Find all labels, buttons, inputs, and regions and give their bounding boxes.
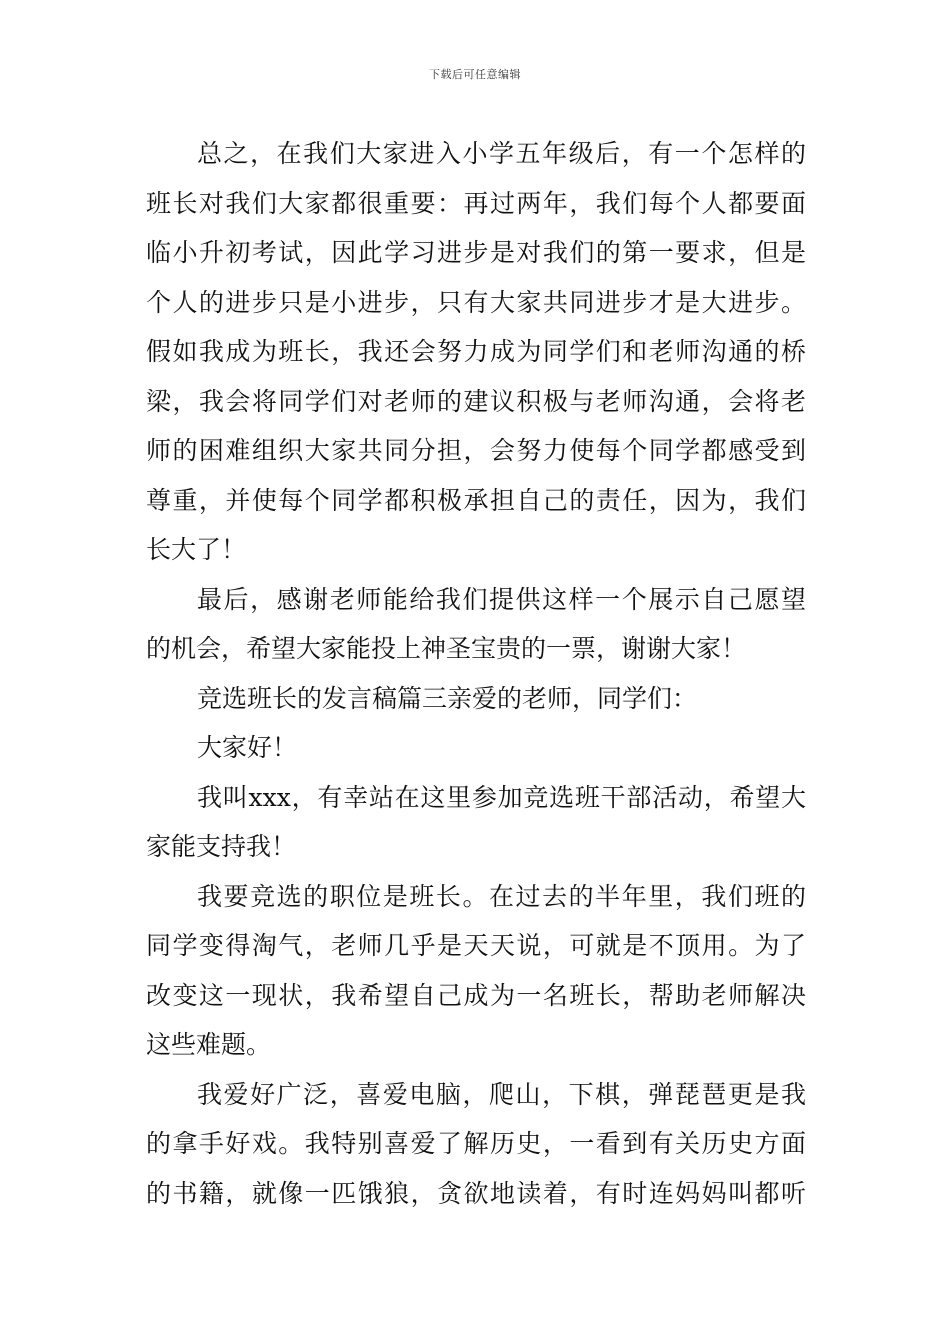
document-body: [146, 129, 806, 1218]
text-line: 竞选班长的发言稿篇三亲爱的老师，同学们：: [197, 683, 698, 713]
text-line: 班长对我们大家都很重要：再过两年，我们每个人都要面: [146, 188, 806, 218]
text-line: 的机会，希望大家能投上神圣宝贵的一票，谢谢大家！: [146, 634, 747, 663]
text-line: 梁，我会将同学们对老师的建议积极与老师沟通，会将老: [146, 386, 806, 416]
text-line: 个人的进步只是小进步，只有大家共同进步才是大进步。: [146, 287, 806, 317]
text-line: 家能支持我！: [146, 832, 297, 861]
text-line: 长大了！: [146, 535, 247, 564]
text-line: 大家好！: [197, 733, 298, 762]
text-line: 尊重，并使每个同学都积极承担自己的责任，因为，我们: [146, 485, 806, 515]
text-line: 我叫xxx，有幸站在这里参加竞选班干部活动，希望大: [197, 782, 806, 812]
text-line: 这些难题。: [146, 1030, 272, 1059]
text-line: 临小升初考试，因此学习进步是对我们的第一要求，但是: [146, 238, 806, 267]
text-line: 我爱好广泛，喜爱电脑，爬山，下棋，弹琵琶更是我: [197, 1079, 806, 1109]
text-line: 的书籍，就像一匹饿狼，贪欲地读着，有时连妈妈叫都听: [146, 1178, 806, 1208]
text-line: 我要竞选的职位是班长。在过去的半年里，我们班的: [197, 881, 806, 911]
text-line: 总之，在我们大家进入小学五年级后，有一个怎样的: [197, 139, 806, 168]
text-line: 假如我成为班长，我还会努力成为同学们和老师沟通的桥: [146, 337, 806, 366]
text-line: 改变这一现状，我希望自己成为一名班长，帮助老师解决: [146, 980, 806, 1010]
text-line: 同学变得淘气，老师几乎是天天说，可就是不顶用。为了: [146, 931, 806, 960]
page-header: 下载后可任意编辑: [429, 68, 521, 81]
text-line: 的拿手好戏。我特别喜爱了解历史，一看到有关历史方面: [146, 1129, 806, 1158]
text-line: 师的困难组织大家共同分担，会努力使每个同学都感受到: [146, 436, 806, 465]
text-line: 最后，感谢老师能给我们提供这样一个展示自己愿望: [197, 584, 806, 614]
